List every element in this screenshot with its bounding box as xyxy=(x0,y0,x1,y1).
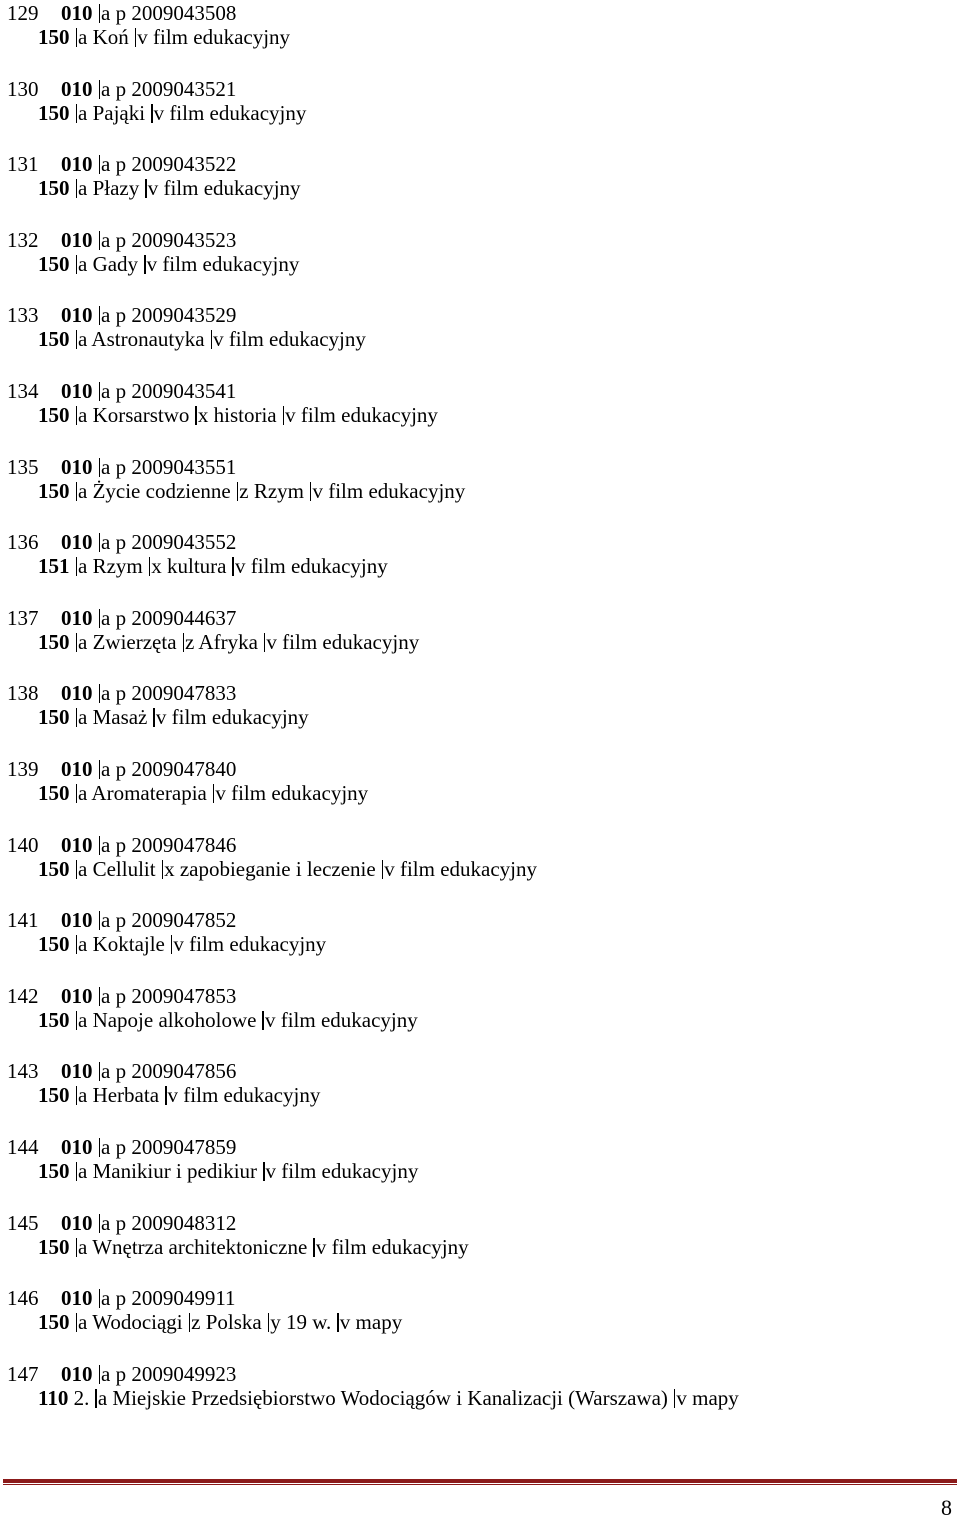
record-number: 133 xyxy=(7,303,39,328)
subfield-text: a p 2009049923 xyxy=(101,1361,237,1386)
subfield-text: v film edukacyjny xyxy=(155,705,309,730)
record-line-heading xyxy=(38,251,299,277)
subfield-text: a p 2009043522 xyxy=(101,152,237,177)
subfield-delimiter xyxy=(99,382,101,401)
record-line-010 xyxy=(7,1285,236,1311)
subfield-delimiter xyxy=(183,633,185,652)
record-line-010 xyxy=(7,76,236,102)
subfield-text: v film edukacyjny xyxy=(315,1234,469,1259)
record-line-heading xyxy=(38,1309,402,1335)
record-number: 137 xyxy=(7,605,39,630)
record-line-heading xyxy=(38,704,309,730)
subfield-text: v film edukacyjny xyxy=(173,932,327,957)
subfield-delimiter xyxy=(99,1365,101,1384)
record-entry xyxy=(7,0,947,76)
subfield-delimiter xyxy=(99,760,101,779)
record-number: 145 xyxy=(7,1210,39,1235)
record-line-heading xyxy=(38,1234,469,1260)
record-entry xyxy=(7,302,947,378)
subfield-text: a Pająki xyxy=(78,100,146,125)
subfield-text: a p 2009047856 xyxy=(101,1059,237,1084)
subfield-delimiter xyxy=(99,684,101,703)
subfield-text: x historia xyxy=(197,402,277,427)
record-number: 129 xyxy=(7,1,39,25)
subfield-delimiter xyxy=(76,330,78,349)
record-line-010 xyxy=(7,378,236,404)
record-line-010 xyxy=(7,0,236,26)
subfield-text: v mapy xyxy=(339,1310,403,1335)
subfield-text: z Polska xyxy=(191,1310,262,1335)
subfield-text: a p 2009047853 xyxy=(101,983,237,1008)
record-entry xyxy=(7,378,947,454)
record-number: 135 xyxy=(7,454,39,479)
record-entry xyxy=(7,1361,947,1437)
subfield-delimiter xyxy=(99,609,101,628)
subfield-text: a Rzym xyxy=(78,554,143,579)
record-line-heading xyxy=(38,326,366,352)
record-entry xyxy=(7,454,947,530)
record-line-heading xyxy=(38,1082,320,1108)
field-tag: 150 xyxy=(38,327,70,352)
field-tag: 150 xyxy=(38,1234,70,1259)
subfield-delimiter xyxy=(76,708,78,727)
page-number: 8 xyxy=(941,1495,952,1520)
subfield-delimiter xyxy=(144,255,146,274)
subfield-delimiter xyxy=(76,255,78,274)
subfield-text: a Koń xyxy=(78,25,129,49)
record-entry xyxy=(7,756,947,832)
subfield-text: a Napoje alkoholowe xyxy=(78,1007,257,1032)
subfield-text: a p 2009043551 xyxy=(101,454,237,479)
record-number: 132 xyxy=(7,227,39,252)
record-line-heading xyxy=(38,175,301,201)
record-number: 146 xyxy=(7,1286,39,1311)
record-line-heading xyxy=(38,24,290,50)
subfield-delimiter xyxy=(99,306,101,325)
subfield-delimiter xyxy=(76,1011,78,1030)
subfield-text: a p 2009043552 xyxy=(101,530,237,555)
subfield-delimiter xyxy=(99,231,101,250)
field-tag: 150 xyxy=(38,478,70,503)
subfield-delimiter xyxy=(99,911,101,930)
record-entry xyxy=(7,1058,947,1134)
subfield-text: a Miejskie Przedsiębiorstwo Wodociągów i Kanalizacji (Warszawa) xyxy=(97,1385,668,1410)
field-tag: 151 xyxy=(38,554,70,579)
record-line-heading xyxy=(38,402,438,428)
record-line-010 xyxy=(7,1361,236,1387)
subfield-delimiter xyxy=(76,860,78,879)
subfield-text: a Herbata xyxy=(78,1083,160,1108)
record-line-010 xyxy=(7,983,236,1009)
subfield-text: v film edukacyjny xyxy=(312,478,466,503)
subfield-delimiter xyxy=(76,1086,78,1105)
field-tag: 010 xyxy=(61,1210,93,1235)
subfield-delimiter xyxy=(232,557,234,576)
subfield-delimiter xyxy=(95,1389,97,1408)
field-tag: 150 xyxy=(38,402,70,427)
field-tag: 010 xyxy=(61,908,93,933)
field-tag: 150 xyxy=(38,1158,70,1183)
subfield-text: x kultura xyxy=(151,554,227,579)
field-tag: 010 xyxy=(61,378,93,403)
record-line-heading xyxy=(38,780,368,806)
subfield-text: a p 2009047840 xyxy=(101,756,237,781)
subfield-text: a Płazy xyxy=(78,176,140,201)
subfield-text: a p 2009047852 xyxy=(101,908,237,933)
subfield-text: a Gady xyxy=(78,251,139,276)
subfield-text: a Wodociągi xyxy=(78,1310,183,1335)
subfield-delimiter xyxy=(268,1313,270,1332)
field-tag: 010 xyxy=(61,1286,93,1311)
subfield-delimiter xyxy=(99,80,101,99)
subfield-delimiter xyxy=(262,1011,264,1030)
record-line-010 xyxy=(7,1058,236,1084)
record-number: 130 xyxy=(7,76,39,101)
indicator-text: 2. xyxy=(73,1385,90,1410)
subfield-text: a Zwierzęta xyxy=(78,629,177,654)
subfield-delimiter xyxy=(99,1138,101,1157)
field-tag: 010 xyxy=(61,530,93,555)
subfield-text: v film edukacyjny xyxy=(146,251,300,276)
field-tag: 150 xyxy=(38,1083,70,1108)
field-tag: 150 xyxy=(38,1310,70,1335)
field-tag: 150 xyxy=(38,25,70,49)
record-line-heading xyxy=(38,856,537,882)
subfield-delimiter xyxy=(313,1238,315,1257)
field-tag: 010 xyxy=(61,303,93,328)
subfield-delimiter xyxy=(283,406,285,425)
record-line-010 xyxy=(7,680,236,706)
field-tag: 010 xyxy=(61,454,93,479)
subfield-delimiter xyxy=(99,1289,101,1308)
record-number: 147 xyxy=(7,1361,39,1386)
subfield-text: a p 2009043523 xyxy=(101,227,237,252)
subfield-text: a p 2009049911 xyxy=(101,1286,236,1311)
subfield-delimiter xyxy=(76,1162,78,1181)
subfield-text: v film edukacyjny xyxy=(384,856,538,881)
subfield-delimiter xyxy=(76,1313,78,1332)
footer-rule xyxy=(3,1479,957,1483)
subfield-delimiter xyxy=(99,458,101,477)
subfield-text: a p 2009043508 xyxy=(101,1,237,25)
field-tag: 010 xyxy=(61,227,93,252)
field-tag: 010 xyxy=(61,1,93,25)
record-line-010 xyxy=(7,151,236,177)
field-tag: 150 xyxy=(38,780,70,805)
field-tag: 010 xyxy=(61,983,93,1008)
subfield-text: a p 2009044637 xyxy=(101,605,237,630)
field-tag: 150 xyxy=(38,176,70,201)
subfield-text: v film edukacyjny xyxy=(213,327,366,352)
subfield-delimiter xyxy=(76,179,78,198)
record-line-010 xyxy=(7,529,236,555)
record-number: 131 xyxy=(7,152,39,177)
subfield-text: v film edukacyjny xyxy=(137,25,291,49)
record-entry xyxy=(7,832,947,908)
record-line-heading xyxy=(38,1007,418,1033)
field-tag: 150 xyxy=(38,251,70,276)
record-number: 138 xyxy=(7,681,39,706)
field-tag: 150 xyxy=(38,705,70,730)
subfield-delimiter xyxy=(162,860,164,879)
field-tag: 110 xyxy=(38,1385,69,1410)
record-line-010 xyxy=(7,832,236,858)
subfield-text: a Manikiur i pedikiur xyxy=(78,1158,258,1183)
record-number: 134 xyxy=(7,378,39,403)
field-tag: 010 xyxy=(61,756,93,781)
field-tag: 010 xyxy=(61,681,93,706)
record-entry xyxy=(7,227,947,303)
record-line-010 xyxy=(7,756,236,782)
subfield-delimiter xyxy=(151,104,153,123)
subfield-delimiter xyxy=(263,1162,265,1181)
subfield-text: v film edukacyjny xyxy=(153,100,307,125)
record-entry xyxy=(7,76,947,152)
subfield-text: a Masaż xyxy=(78,705,148,730)
subfield-delimiter xyxy=(337,1313,339,1332)
subfield-delimiter xyxy=(76,633,78,652)
subfield-text: v film edukacyjny xyxy=(147,176,301,201)
subfield-text: a Wnętrza architektoniczne xyxy=(78,1234,308,1259)
subfield-text: a Astronautyka xyxy=(78,327,205,352)
record-line-010 xyxy=(7,227,236,253)
field-tag: 010 xyxy=(61,1361,93,1386)
record-line-heading xyxy=(38,553,388,579)
field-tag: 010 xyxy=(61,76,93,101)
record-entry xyxy=(7,983,947,1059)
subfield-delimiter xyxy=(99,1062,101,1081)
record-line-010 xyxy=(7,1210,236,1236)
record-entry xyxy=(7,1285,947,1361)
record-entry xyxy=(7,907,947,983)
field-tag: 150 xyxy=(38,1007,70,1032)
subfield-text: z Rzym xyxy=(239,478,304,503)
record-entry xyxy=(7,680,947,756)
record-list xyxy=(7,0,947,1436)
record-line-010 xyxy=(7,605,236,631)
subfield-delimiter xyxy=(195,406,197,425)
subfield-delimiter xyxy=(76,104,78,123)
field-tag: 010 xyxy=(61,1059,93,1084)
field-tag: 150 xyxy=(38,100,70,125)
subfield-text: x zapobieganie i leczenie xyxy=(164,856,376,881)
record-line-heading xyxy=(38,629,419,655)
record-entry xyxy=(7,1210,947,1286)
subfield-text: v film edukacyjny xyxy=(234,554,388,579)
subfield-delimiter xyxy=(76,28,78,47)
subfield-text: a Aromaterapia xyxy=(78,780,207,805)
subfield-delimiter xyxy=(153,708,155,727)
record-entry xyxy=(7,529,947,605)
subfield-text: v film edukacyjny xyxy=(264,1007,418,1032)
record-line-heading xyxy=(38,931,326,957)
subfield-delimiter xyxy=(211,330,213,349)
subfield-delimiter xyxy=(76,557,78,576)
record-line-heading xyxy=(38,478,465,504)
subfield-delimiter xyxy=(99,533,101,552)
subfield-text: a Koktajle xyxy=(78,932,165,957)
field-tag: 150 xyxy=(38,629,70,654)
subfield-text: a p 2009047846 xyxy=(101,832,237,857)
subfield-text: v film edukacyjny xyxy=(265,1158,419,1183)
subfield-text: v film edukacyjny xyxy=(266,629,420,654)
subfield-delimiter xyxy=(99,1214,101,1233)
subfield-text: a p 2009047833 xyxy=(101,681,237,706)
subfield-text: v film edukacyjny xyxy=(285,402,438,427)
record-number: 143 xyxy=(7,1059,39,1084)
subfield-delimiter xyxy=(99,836,101,855)
subfield-text: z Afryka xyxy=(185,629,258,654)
record-line-heading xyxy=(38,1385,739,1411)
subfield-delimiter xyxy=(382,860,384,879)
subfield-delimiter xyxy=(76,935,78,954)
subfield-delimiter xyxy=(99,4,101,23)
record-line-010 xyxy=(7,454,236,480)
field-tag: 010 xyxy=(61,1134,93,1159)
field-tag: 010 xyxy=(61,605,93,630)
subfield-text: a p 2009043521 xyxy=(101,76,237,101)
subfield-delimiter xyxy=(99,155,101,174)
subfield-delimiter xyxy=(165,1086,167,1105)
subfield-text: a p 2009047859 xyxy=(101,1134,237,1159)
record-line-010 xyxy=(7,907,236,933)
record-entry xyxy=(7,605,947,681)
subfield-delimiter xyxy=(99,987,101,1006)
subfield-text: v mapy xyxy=(676,1385,739,1410)
subfield-delimiter xyxy=(76,1238,78,1257)
record-line-010 xyxy=(7,1134,236,1160)
subfield-text: a p 2009043541 xyxy=(101,378,237,403)
subfield-text: a p 2009048312 xyxy=(101,1210,237,1235)
subfield-text: a p 2009043529 xyxy=(101,303,237,328)
subfield-delimiter xyxy=(76,406,78,425)
record-number: 136 xyxy=(7,530,39,555)
record-number: 139 xyxy=(7,756,39,781)
record-entry xyxy=(7,151,947,227)
field-tag: 010 xyxy=(61,152,93,177)
subfield-text: a Cellulit xyxy=(78,856,156,881)
subfield-text: v film edukacyjny xyxy=(167,1083,321,1108)
record-number: 142 xyxy=(7,983,39,1008)
record-number: 144 xyxy=(7,1134,39,1159)
subfield-text: a Życie codzienne xyxy=(78,478,231,503)
record-entry xyxy=(7,1134,947,1210)
subfield-text: y 19 w. xyxy=(270,1310,332,1335)
subfield-delimiter xyxy=(149,557,151,576)
record-number: 140 xyxy=(7,832,39,857)
record-line-heading xyxy=(38,1158,418,1184)
field-tag: 150 xyxy=(38,856,70,881)
subfield-text: v film edukacyjny xyxy=(215,780,369,805)
record-number: 141 xyxy=(7,908,39,933)
field-tag: 150 xyxy=(38,932,70,957)
record-line-010 xyxy=(7,302,236,328)
field-tag: 010 xyxy=(61,832,93,857)
subfield-delimiter xyxy=(145,179,147,198)
record-line-heading xyxy=(38,100,306,126)
subfield-text: a Korsarstwo xyxy=(78,402,190,427)
subfield-delimiter xyxy=(189,1313,191,1332)
subfield-delimiter xyxy=(76,784,78,803)
subfield-delimiter xyxy=(76,482,78,501)
